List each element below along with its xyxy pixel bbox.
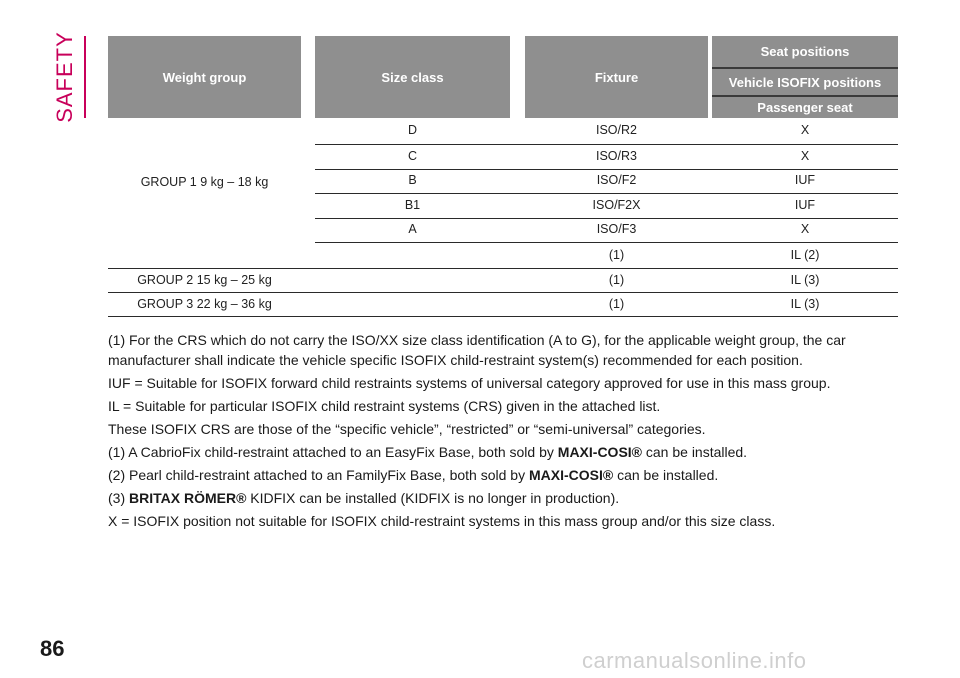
note-crs-2 xyxy=(108,465,898,485)
notes-block xyxy=(108,330,898,534)
seat-cell: X xyxy=(800,149,810,163)
section-tab-divider xyxy=(84,36,86,118)
group1-label: GROUP 1 9 kg – 18 kg xyxy=(140,175,269,189)
note-text: (3) xyxy=(108,490,129,506)
row-rule xyxy=(315,169,898,170)
header-seat-positions: Seat positions xyxy=(712,36,898,67)
brand-name: BRITAX RÖMER® xyxy=(129,490,247,506)
size-cell: A xyxy=(408,222,417,236)
section-tab xyxy=(50,31,80,123)
size-cell: B xyxy=(408,173,417,187)
watermark: carmanualsonline.info xyxy=(582,648,807,673)
header-passenger-seat: Passenger seat xyxy=(712,97,898,118)
row-rule xyxy=(315,218,898,219)
seat-cell: X xyxy=(800,222,810,236)
note-text: can be installed. xyxy=(642,444,748,460)
page-number: 86 xyxy=(40,636,65,661)
row-rule xyxy=(108,268,898,269)
brand-name: MAXI-COSI® xyxy=(528,467,614,483)
fixture-cell: (1) xyxy=(608,273,625,287)
row-rule xyxy=(315,144,898,145)
note-categories: These ISOFIX CRS are those of the “specific vehicle”, “restricted” or “semi-universal” categories. xyxy=(108,421,706,437)
fixture-cell: ISO/F2 xyxy=(596,173,637,187)
note-il: IL = Suitable for particular ISOFIX child restraint systems (CRS) given in the attached list. xyxy=(108,398,661,414)
note-text: KIDFIX can be installed (KIDFIX is no longer in production). xyxy=(246,490,620,506)
seat-cell: X xyxy=(800,123,810,137)
note-crs-1 xyxy=(108,442,898,462)
note-text: (2) Pearl child-restraint attached to an FamilyFix Base, both sold by xyxy=(108,467,529,483)
header-vehicle-isofix-positions: Vehicle ISOFIX positions xyxy=(712,69,898,95)
size-cell: D xyxy=(407,123,418,137)
fixture-cell: (1) xyxy=(608,297,625,311)
note-iuf: IUF = Suitable for ISOFIX forward child restraints systems of universal category approved for use in this mass group. xyxy=(108,375,831,391)
note-size-class: (1) For the CRS which do not carry the ISO/XX size class identification (A to G), for the applicable weight group, the car manufacturer shall indicate the vehicle specific ISOFIX child-restraint system(s) recommended for each position. xyxy=(108,332,846,368)
row-rule xyxy=(315,193,898,194)
seat-cell: IL (3) xyxy=(790,297,820,311)
seat-cell: IL (2) xyxy=(790,248,820,262)
group3-label: GROUP 3 22 kg – 36 kg xyxy=(137,297,272,311)
seat-cell: IUF xyxy=(794,198,816,212)
header-seat-block xyxy=(712,36,898,118)
fixture-cell: ISO/R3 xyxy=(596,149,637,163)
fixture-cell: ISO/R2 xyxy=(596,123,637,137)
note-x: X = ISOFIX position not suitable for ISOFIX child-restraint systems in this mass group and/or this size class. xyxy=(108,513,776,529)
header-size-class: Size class xyxy=(315,36,510,118)
seat-cell: IL (3) xyxy=(790,273,820,287)
fixture-cell: ISO/F2X xyxy=(592,198,641,212)
note-crs-3 xyxy=(108,488,898,508)
header-fixture: Fixture xyxy=(525,36,708,118)
note-text: can be installed. xyxy=(613,467,719,483)
note-text: (1) A CabrioFix child-restraint attached to an EasyFix Base, both sold by xyxy=(108,444,558,460)
row-rule xyxy=(108,316,898,317)
header-weight-group: Weight group xyxy=(108,36,301,118)
row-rule xyxy=(108,292,898,293)
row-rule xyxy=(315,242,898,243)
section-tab-label: SAFETY xyxy=(52,31,78,123)
seat-cell: IUF xyxy=(794,173,816,187)
brand-name: MAXI-COSI® xyxy=(557,444,642,460)
group2-label: GROUP 2 15 kg – 25 kg xyxy=(137,273,272,287)
size-cell: C xyxy=(407,149,418,163)
size-cell: B1 xyxy=(404,198,421,212)
fixture-cell: (1) xyxy=(608,248,625,262)
fixture-cell: ISO/F3 xyxy=(596,222,637,236)
